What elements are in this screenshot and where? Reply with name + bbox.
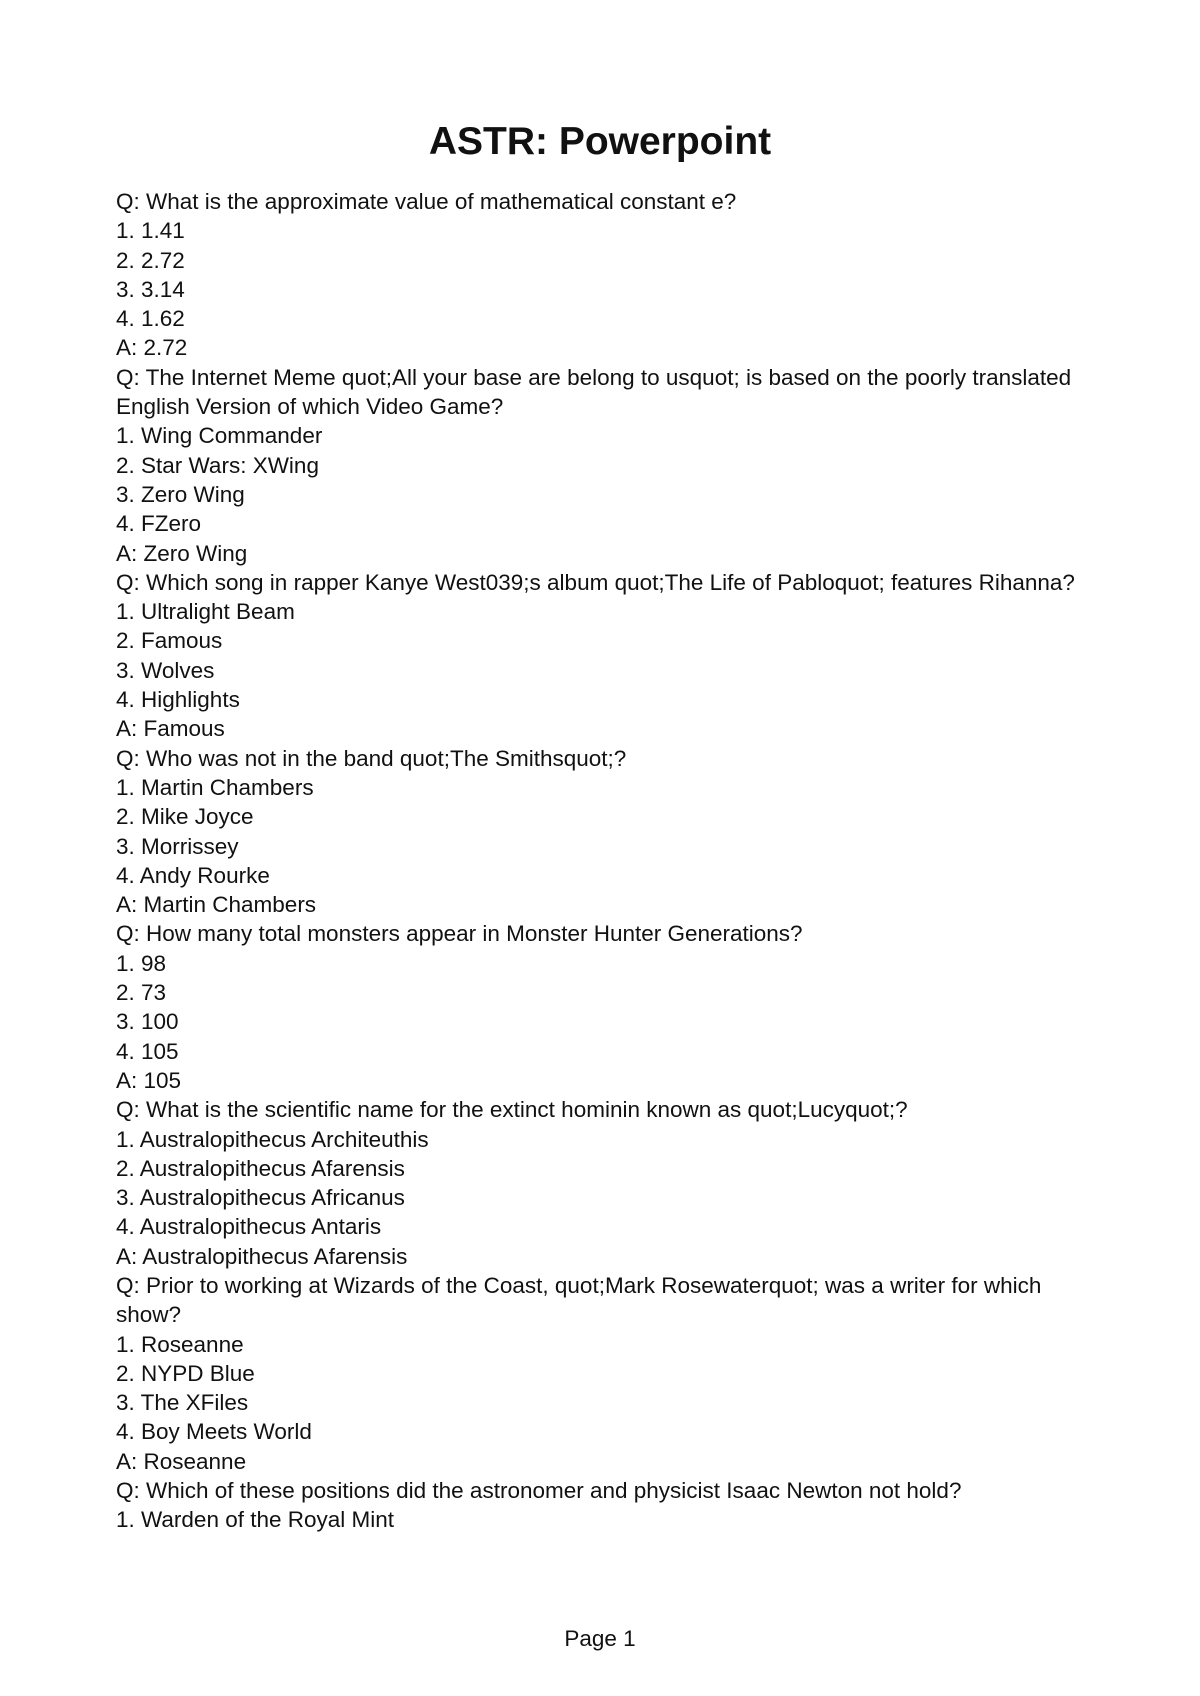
option-item: 2. Famous bbox=[116, 628, 223, 654]
page-number: Page 1 bbox=[564, 1626, 636, 1651]
option-item: 2. NYPD Blue bbox=[116, 1360, 255, 1386]
question-block bbox=[116, 744, 1076, 920]
option-item: 3. Morrissey bbox=[116, 833, 239, 859]
option-item: 1. Australopithecus Architeuthis bbox=[116, 1126, 429, 1152]
option-item: 4. Australopithecus Antaris bbox=[116, 1214, 382, 1240]
question-text: Q: The Internet Meme quot;All your base are belong to usquot; is based on the poorly translated English Version of which Video Game? bbox=[116, 364, 1072, 420]
question-block bbox=[116, 568, 1076, 744]
option-item: 3. Zero Wing bbox=[116, 481, 245, 507]
option-item: 2. Australopithecus Afarensis bbox=[116, 1155, 405, 1181]
option-item: 1. 98 bbox=[116, 950, 167, 976]
page-title: ASTR: Powerpoint bbox=[428, 120, 772, 163]
option-item: 3. 3.14 bbox=[116, 276, 185, 302]
option-item: 3. Wolves bbox=[116, 657, 215, 683]
option-item: 2. 73 bbox=[116, 980, 167, 1006]
option-item: 1. Roseanne bbox=[116, 1331, 244, 1357]
question-text: Q: Prior to working at Wizards of the Coast, quot;Mark Rosewaterquot; was a writer for which show? bbox=[116, 1272, 1042, 1328]
question-block bbox=[116, 919, 1076, 1095]
option-item: 4. 1.62 bbox=[116, 306, 185, 332]
option-item: 4. FZero bbox=[116, 511, 202, 537]
answer-text: A: Zero Wing bbox=[116, 540, 248, 566]
answer-text: A: 2.72 bbox=[116, 335, 188, 361]
question-block bbox=[116, 1095, 1076, 1271]
option-item: 2. Star Wars: XWing bbox=[116, 452, 319, 478]
question-text: Q: How many total monsters appear in Monster Hunter Generations? bbox=[116, 921, 803, 947]
option-item: 1. Wing Commander bbox=[116, 423, 323, 449]
question-block bbox=[116, 1476, 1076, 1535]
option-item: 3. Australopithecus Africanus bbox=[116, 1185, 405, 1211]
option-item: 4. Boy Meets World bbox=[116, 1419, 312, 1445]
question-block bbox=[116, 187, 1076, 363]
option-item: 3. 100 bbox=[116, 1009, 179, 1035]
option-item: 2. Mike Joyce bbox=[116, 804, 254, 830]
question-text: Q: Who was not in the band quot;The Smithsquot;? bbox=[116, 745, 627, 771]
option-item: 1. 1.41 bbox=[116, 218, 185, 244]
answer-text: A: Roseanne bbox=[116, 1448, 247, 1474]
question-text: Q: Which song in rapper Kanye West039;s album quot;The Life of Pabloquot; features Rihanna? bbox=[116, 569, 1075, 595]
question-text: Q: What is the approximate value of mathematical constant e? bbox=[116, 189, 737, 214]
option-item: 4. Highlights bbox=[116, 687, 240, 713]
option-item: 1. Warden of the Royal Mint bbox=[116, 1507, 395, 1533]
option-item: 1. Ultralight Beam bbox=[116, 599, 295, 625]
answer-text: A: Australopithecus Afarensis bbox=[116, 1243, 408, 1269]
option-item: 4. 105 bbox=[116, 1038, 179, 1064]
question-block bbox=[116, 363, 1076, 568]
option-item: 4. Andy Rourke bbox=[116, 862, 270, 888]
option-item: 1. Martin Chambers bbox=[116, 774, 314, 800]
answer-text: A: Martin Chambers bbox=[116, 892, 317, 918]
answer-text: A: 105 bbox=[116, 1067, 182, 1093]
option-item: 3. The XFiles bbox=[116, 1390, 249, 1416]
answer-text: A: Famous bbox=[116, 716, 225, 742]
question-text: Q: What is the scientific name for the extinct hominin known as quot;Lucyquot;? bbox=[116, 1097, 908, 1123]
question-block bbox=[116, 1271, 1076, 1476]
option-item: 2. 2.72 bbox=[116, 247, 185, 273]
quiz-content bbox=[116, 187, 1076, 1535]
question-text: Q: Which of these positions did the astronomer and physicist Isaac Newton not hold? bbox=[116, 1478, 962, 1504]
